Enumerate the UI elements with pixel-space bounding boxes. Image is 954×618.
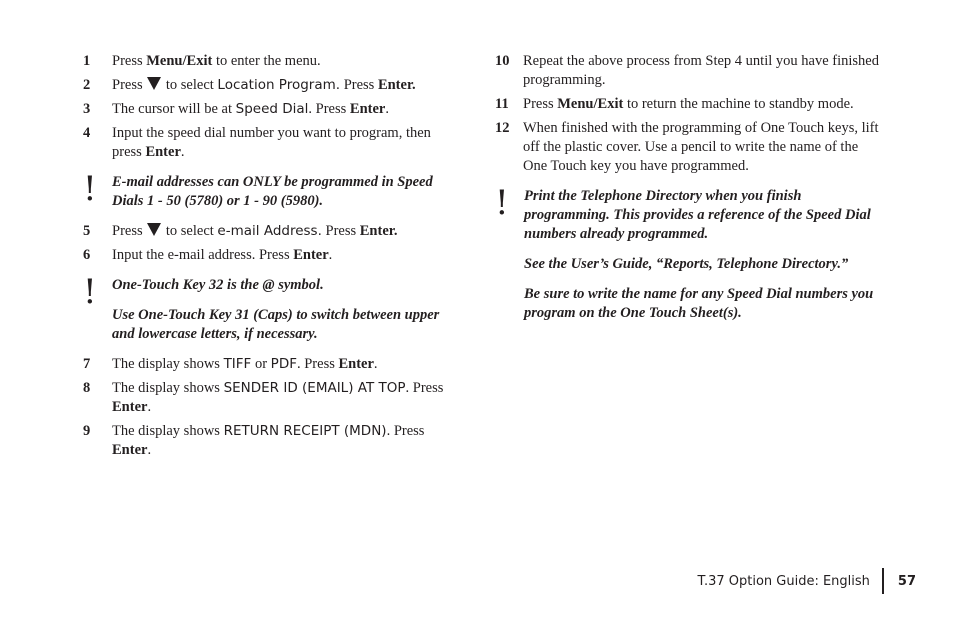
step-text: . [180, 144, 185, 160]
step-number: 1 [83, 53, 91, 69]
step-11 [495, 95, 885, 114]
step-text: The display shows [112, 356, 224, 372]
step-text: . [147, 399, 152, 415]
key-name: Enter [112, 442, 148, 458]
note-text: See the User’s Guide, “Reports, Telephone Directory.” [524, 256, 849, 272]
step-number: 2 [83, 77, 91, 93]
display-text: TIFF [223, 356, 252, 372]
step-text: . Press [386, 423, 425, 439]
step-text: . Press [308, 101, 350, 117]
guide-title: T.37 Option Guide: English [697, 573, 870, 589]
key-name: Enter. [377, 77, 416, 93]
step-number: 9 [83, 423, 91, 439]
step-text: to return the machine to standby mode. [623, 96, 854, 112]
step-text: . Press [296, 356, 339, 372]
step-12 [495, 119, 885, 176]
step-text: Press [112, 53, 147, 69]
note-email-limit [83, 169, 463, 211]
display-text: PDF [270, 356, 297, 372]
step-text: or [251, 356, 271, 372]
note-one-touch-keys [83, 272, 463, 344]
step-text: . [147, 442, 152, 458]
step-2 [83, 76, 463, 95]
step-text: Press [112, 223, 147, 239]
step-text: . [328, 247, 333, 263]
key-name: Menu/Exit [557, 96, 624, 112]
note-text: Use One-Touch Key 31 (Caps) to switch between upper and lowercase letters, if necessary. [112, 307, 440, 342]
step-text: Repeat the above process from Step 4 until you have finished programming. [523, 53, 879, 88]
step-3 [83, 100, 463, 119]
step-number: 4 [83, 125, 91, 141]
step-number: 10 [495, 53, 510, 69]
warning-icon: ! [83, 169, 97, 209]
step-text: When finished with the programming of One Touch keys, lift off the plastic cover. Use a pencil to write the name of the One Touch key you have programmed. [523, 120, 879, 174]
step-number: 6 [83, 247, 91, 263]
step-7 [83, 355, 463, 374]
step-6 [83, 246, 463, 265]
step-number: 5 [83, 223, 91, 239]
key-name: Menu/Exit [146, 53, 213, 69]
footer-divider [882, 568, 884, 594]
page-footer [698, 568, 916, 594]
step-text: Press [340, 77, 378, 93]
note-text: Be sure to write the name for any Speed Dial numbers you program on the One Touch Sheet(s). [524, 286, 874, 321]
step-number: 8 [83, 380, 91, 396]
key-name: Enter [349, 101, 386, 117]
right-column [495, 52, 885, 334]
display-text: Speed Dial [235, 101, 309, 117]
key-name: Enter [112, 399, 148, 415]
step-number: 3 [83, 101, 91, 117]
step-9 [83, 422, 463, 460]
warning-icon: ! [495, 183, 509, 223]
step-text: to select [162, 77, 218, 93]
key-name: Enter [338, 356, 374, 372]
note-telephone-directory [495, 183, 885, 323]
page-number: 57 [897, 573, 916, 589]
step-text: . [373, 356, 378, 372]
step-text: Press [321, 223, 360, 239]
note-text: One-Touch Key 32 is the @ symbol. [112, 277, 324, 293]
display-text: e-mail Address. [217, 223, 322, 239]
down-triangle-icon [147, 77, 161, 90]
note-text: E-mail addresses can ONLY be programmed in Speed Dials 1 - 50 (5780) or 1 - 90 (5980). [112, 174, 433, 209]
key-name: Enter [293, 247, 329, 263]
step-10 [495, 52, 885, 90]
step-text: to enter the menu. [212, 53, 321, 69]
step-number: 11 [495, 96, 509, 112]
step-number: 12 [495, 120, 510, 136]
step-text: The display shows [112, 380, 224, 396]
step-text: . [385, 101, 389, 117]
step-1 [83, 52, 463, 71]
display-text: SENDER ID (EMAIL) AT TOP [223, 380, 406, 396]
key-name: Enter. [359, 223, 398, 239]
display-text: RETURN RECEIPT (MDN) [223, 423, 387, 439]
display-text: Location Program. [217, 77, 341, 93]
down-triangle-icon [147, 223, 161, 236]
warning-icon: ! [83, 272, 97, 312]
step-text: Input the speed dial number you want to program, then press [112, 125, 431, 160]
step-text: to select [162, 223, 218, 239]
step-text: Input the e-mail address. Press [112, 247, 294, 263]
left-column [83, 52, 463, 465]
step-text: Press [112, 77, 147, 93]
step-number: 7 [83, 356, 91, 372]
step-text: The cursor will be at [112, 101, 236, 117]
step-5 [83, 222, 463, 241]
key-name: Enter [145, 144, 181, 160]
step-8 [83, 379, 463, 417]
step-text: . Press [405, 380, 444, 396]
step-text: Press [523, 96, 558, 112]
step-text: The display shows [112, 423, 224, 439]
step-4 [83, 124, 463, 162]
note-text: Print the Telephone Directory when you finish programming. This provides a reference of the Speed Dial numbers already programmed. [524, 188, 871, 242]
